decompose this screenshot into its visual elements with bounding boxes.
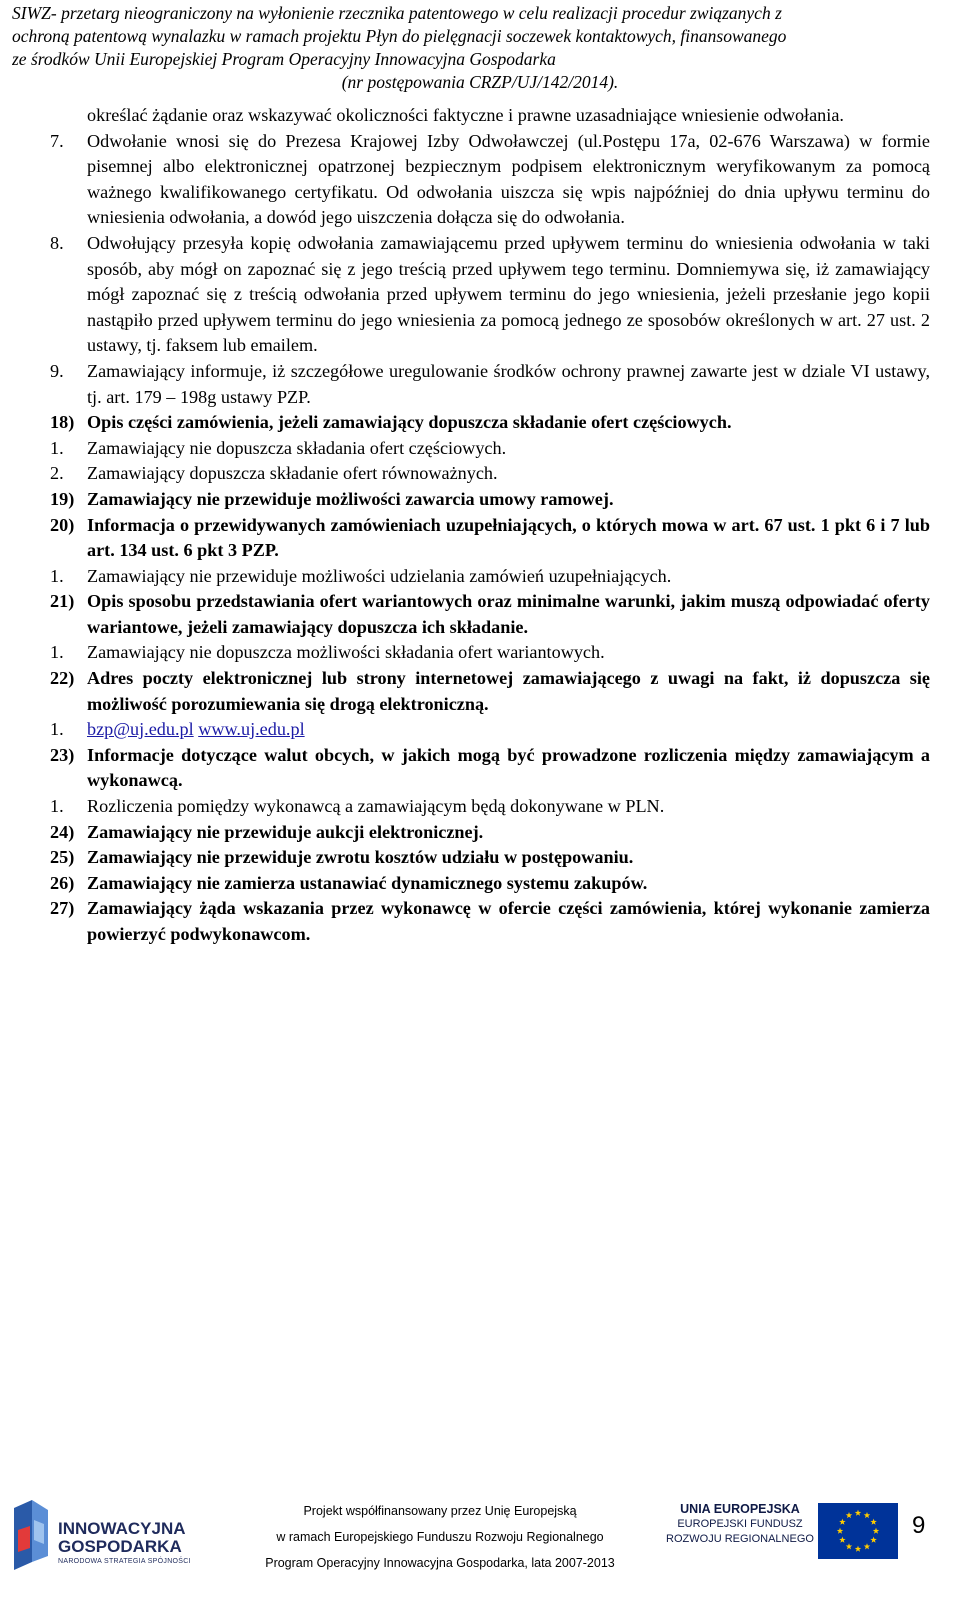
list-item: [50, 640, 930, 666]
eu-label-line-3: ROZWOJU REGIONALNEGO: [666, 1533, 814, 1545]
eu-label-line-2: EUROPEJSKI FUNDUSZ: [677, 1518, 803, 1530]
website-link[interactable]: www.uj.edu.pl: [198, 719, 305, 740]
cofinancing-line-1: Projekt współfinansowany przez Unię Europejską: [303, 1504, 577, 1518]
list-section-a: [50, 129, 930, 718]
list-item-text: Odwołanie wnosi się do Prezesa Krajowej Izby Odwoławczej (ul.Postępu 17a, 02-676 Warszawa) w formie pisemnej albo elektronicznej opatrzonej bezpiecznym podpisem elektronicznym weryfikowanym za pomocą ważnego kwalifikowanego certyfikatu. Od odwołania uiszcza się wpis najpóźniej do dnia upływu terminu do wniesienia odwołania, a dowód jego uiszczenia dołącza się do odwołania.: [87, 130, 930, 228]
list-item: [50, 461, 930, 487]
list-item-text: Opis części zamówienia, jeżeli zamawiający dopuszcza składanie ofert częściowych.: [87, 412, 732, 433]
list-number: 1.: [50, 796, 64, 817]
document-header: [12, 2, 948, 94]
ig-logo-line-1: INNOWACYJNA: [58, 1519, 186, 1538]
eu-fund-label: [660, 1502, 820, 1547]
list-number: 7.: [50, 130, 64, 151]
list-number: 26): [50, 872, 75, 893]
list-item-text: Rozliczenia pomiędzy wykonawcą a zamawiającym będą dokonywane w PLN.: [87, 796, 665, 817]
list-number: 25): [50, 847, 75, 868]
list-number: 1.: [50, 642, 64, 663]
eu-label-line-1: UNIA EUROPEJSKA: [680, 1502, 800, 1516]
list-number: 27): [50, 898, 75, 919]
list-number: 8.: [50, 232, 64, 253]
ig-logo-icon: [8, 1500, 54, 1570]
page-number: 9: [912, 1512, 926, 1539]
list-number: 22): [50, 668, 75, 689]
list-item-text: Zamawiający nie dopuszcza możliwości składania ofert wariantowych.: [87, 642, 605, 663]
ig-logo-subtitle: NARODOWA STRATEGIA SPÓJNOŚCI: [58, 1558, 191, 1565]
list-item-text: Zamawiający nie przewiduje możliwości zawarcia umowy ramowej.: [87, 488, 614, 509]
section-heading: [50, 589, 930, 640]
section-heading: [50, 487, 930, 513]
ig-logo-line-2: GOSPODARKA: [58, 1537, 182, 1556]
list-number: 1.: [50, 719, 64, 740]
email-link[interactable]: bzp@uj.edu.pl: [87, 719, 194, 740]
list-number: 21): [50, 591, 75, 612]
list-item: [50, 129, 930, 231]
page-footer: [0, 1480, 960, 1615]
list-number: 23): [50, 744, 75, 765]
ig-logo-text: [58, 1520, 186, 1556]
list-item: [50, 231, 930, 359]
cofinancing-line-2: w ramach Europejskiego Funduszu Rozwoju Regionalnego: [276, 1530, 604, 1544]
cofinancing-note: [250, 1498, 630, 1576]
list-item: [50, 359, 930, 410]
list-item-text: Informacja o przewidywanych zamówieniach uzupełniających, o których mowa w art. 67 ust. 1 pkt 6 i 7 lub art. 134 ust. 6 pkt 3 PZP.: [87, 514, 930, 561]
list-item-text: Opis sposobu przedstawiania ofert wariantowych oraz minimalne warunki, jakim muszą odpowiadać oferty wariantowe, jeżeli zamawiający dopuszcza ich składanie.: [87, 591, 930, 637]
list-item-text: Zamawiający dopuszcza składanie ofert równoważnych.: [87, 463, 498, 484]
list-number: 9.: [50, 360, 64, 381]
list-number: 19): [50, 488, 75, 509]
contact-links-item: [50, 717, 930, 743]
list-number: 1.: [50, 437, 64, 458]
list-item-text: Zamawiający nie przewiduje aukcji elektronicznej.: [87, 821, 484, 842]
list-item-text: Zamawiający nie zamierza ustanawiać dynamicznego systemu zakupów.: [87, 872, 648, 893]
section-heading: [50, 666, 930, 717]
list-item-text: Zamawiający nie przewiduje możliwości udzielania zamówień uzupełniających.: [87, 565, 672, 586]
section-heading: [50, 871, 930, 897]
list-item: [50, 794, 930, 820]
eu-flag-icon: [818, 1503, 898, 1559]
list-item-text: Zamawiający nie przewiduje zwrotu kosztów udziału w postępowaniu.: [87, 847, 634, 868]
list-item-text: Zamawiający żąda wskazania przez wykonawcę w ofercie części zamówienia, której wykonanie zamierza powierzyć podwykonawcom.: [87, 898, 930, 944]
header-line-1: SIWZ- przetarg nieograniczony na wyłonienie rzecznika patentowego w celu realizacji procedur związanych z: [12, 3, 782, 23]
continuation-paragraph: określać żądanie oraz wskazywać okoliczności faktyczne i prawne uzasadniające wniesienie odwołania.: [87, 105, 844, 125]
list-number: 18): [50, 412, 75, 433]
header-line-3: ze środków Unii Europejskiej Program Operacyjny Innowacyjna Gospodarka: [12, 49, 556, 69]
header-line-2: ochroną patentową wynalazku w ramach projektu Płyn do pielęgnacji soczewek kontaktowych, finansowanego: [12, 26, 787, 46]
list-number: 24): [50, 821, 75, 842]
section-heading: [50, 845, 930, 871]
list-item-text: Adres poczty elektronicznej lub strony internetowej zamawiającego z uwagi na fakt, iż dopuszcza się możliwość porozumiewania się drogą elektroniczną.: [87, 668, 930, 714]
header-line-4: (nr postępowania CRZP/UJ/142/2014).: [341, 72, 619, 92]
list-number: 2.: [50, 463, 64, 484]
innowacyjna-gospodarka-logo: [8, 1500, 208, 1580]
section-heading: [50, 896, 930, 947]
cofinancing-line-3: Program Operacyjny Innowacyjna Gospodarka, lata 2007-2013: [265, 1556, 615, 1570]
list-item-text: Zamawiający nie dopuszcza składania ofert częściowych.: [87, 437, 507, 458]
section-heading: [50, 820, 930, 846]
document-body: [50, 103, 930, 948]
section-heading: [50, 410, 930, 436]
list-item: [50, 564, 930, 590]
list-number: 1.: [50, 565, 64, 586]
section-heading: [50, 513, 930, 564]
list-item-text: Odwołujący przesyła kopię odwołania zamawiającemu przed upływem terminu do wniesienia odwołania w taki sposób, aby mógł on zapoznać się z jego treścią przed upływem tego terminu. Domniemywa się, iż zamawiający mógł zapoznać się z treścią odwołania przed upływem terminu do jego wniesienia, jeżeli przesłanie jego kopii nastąpiło przed upływem terminu do jego wniesienia za pomocą jednego ze sposobów określonych w art. 27 ust. 2 ustawy, tj. faksem lub emailem.: [87, 232, 930, 356]
list-item-text: Informacje dotyczące walut obcych, w jakich mogą być prowadzone rozliczenia między zamawiającym a wykonawcą.: [87, 744, 930, 791]
list-number: 20): [50, 514, 75, 535]
section-heading: [50, 743, 930, 794]
list-item-text: Zamawiający informuje, iż szczegółowe uregulowanie środków ochrony prawnej zawarte jest w dziale VI ustawy, tj. art. 179 – 198g ustawy PZP.: [87, 360, 930, 407]
list-section-b: [50, 743, 930, 948]
list-item: [50, 436, 930, 462]
